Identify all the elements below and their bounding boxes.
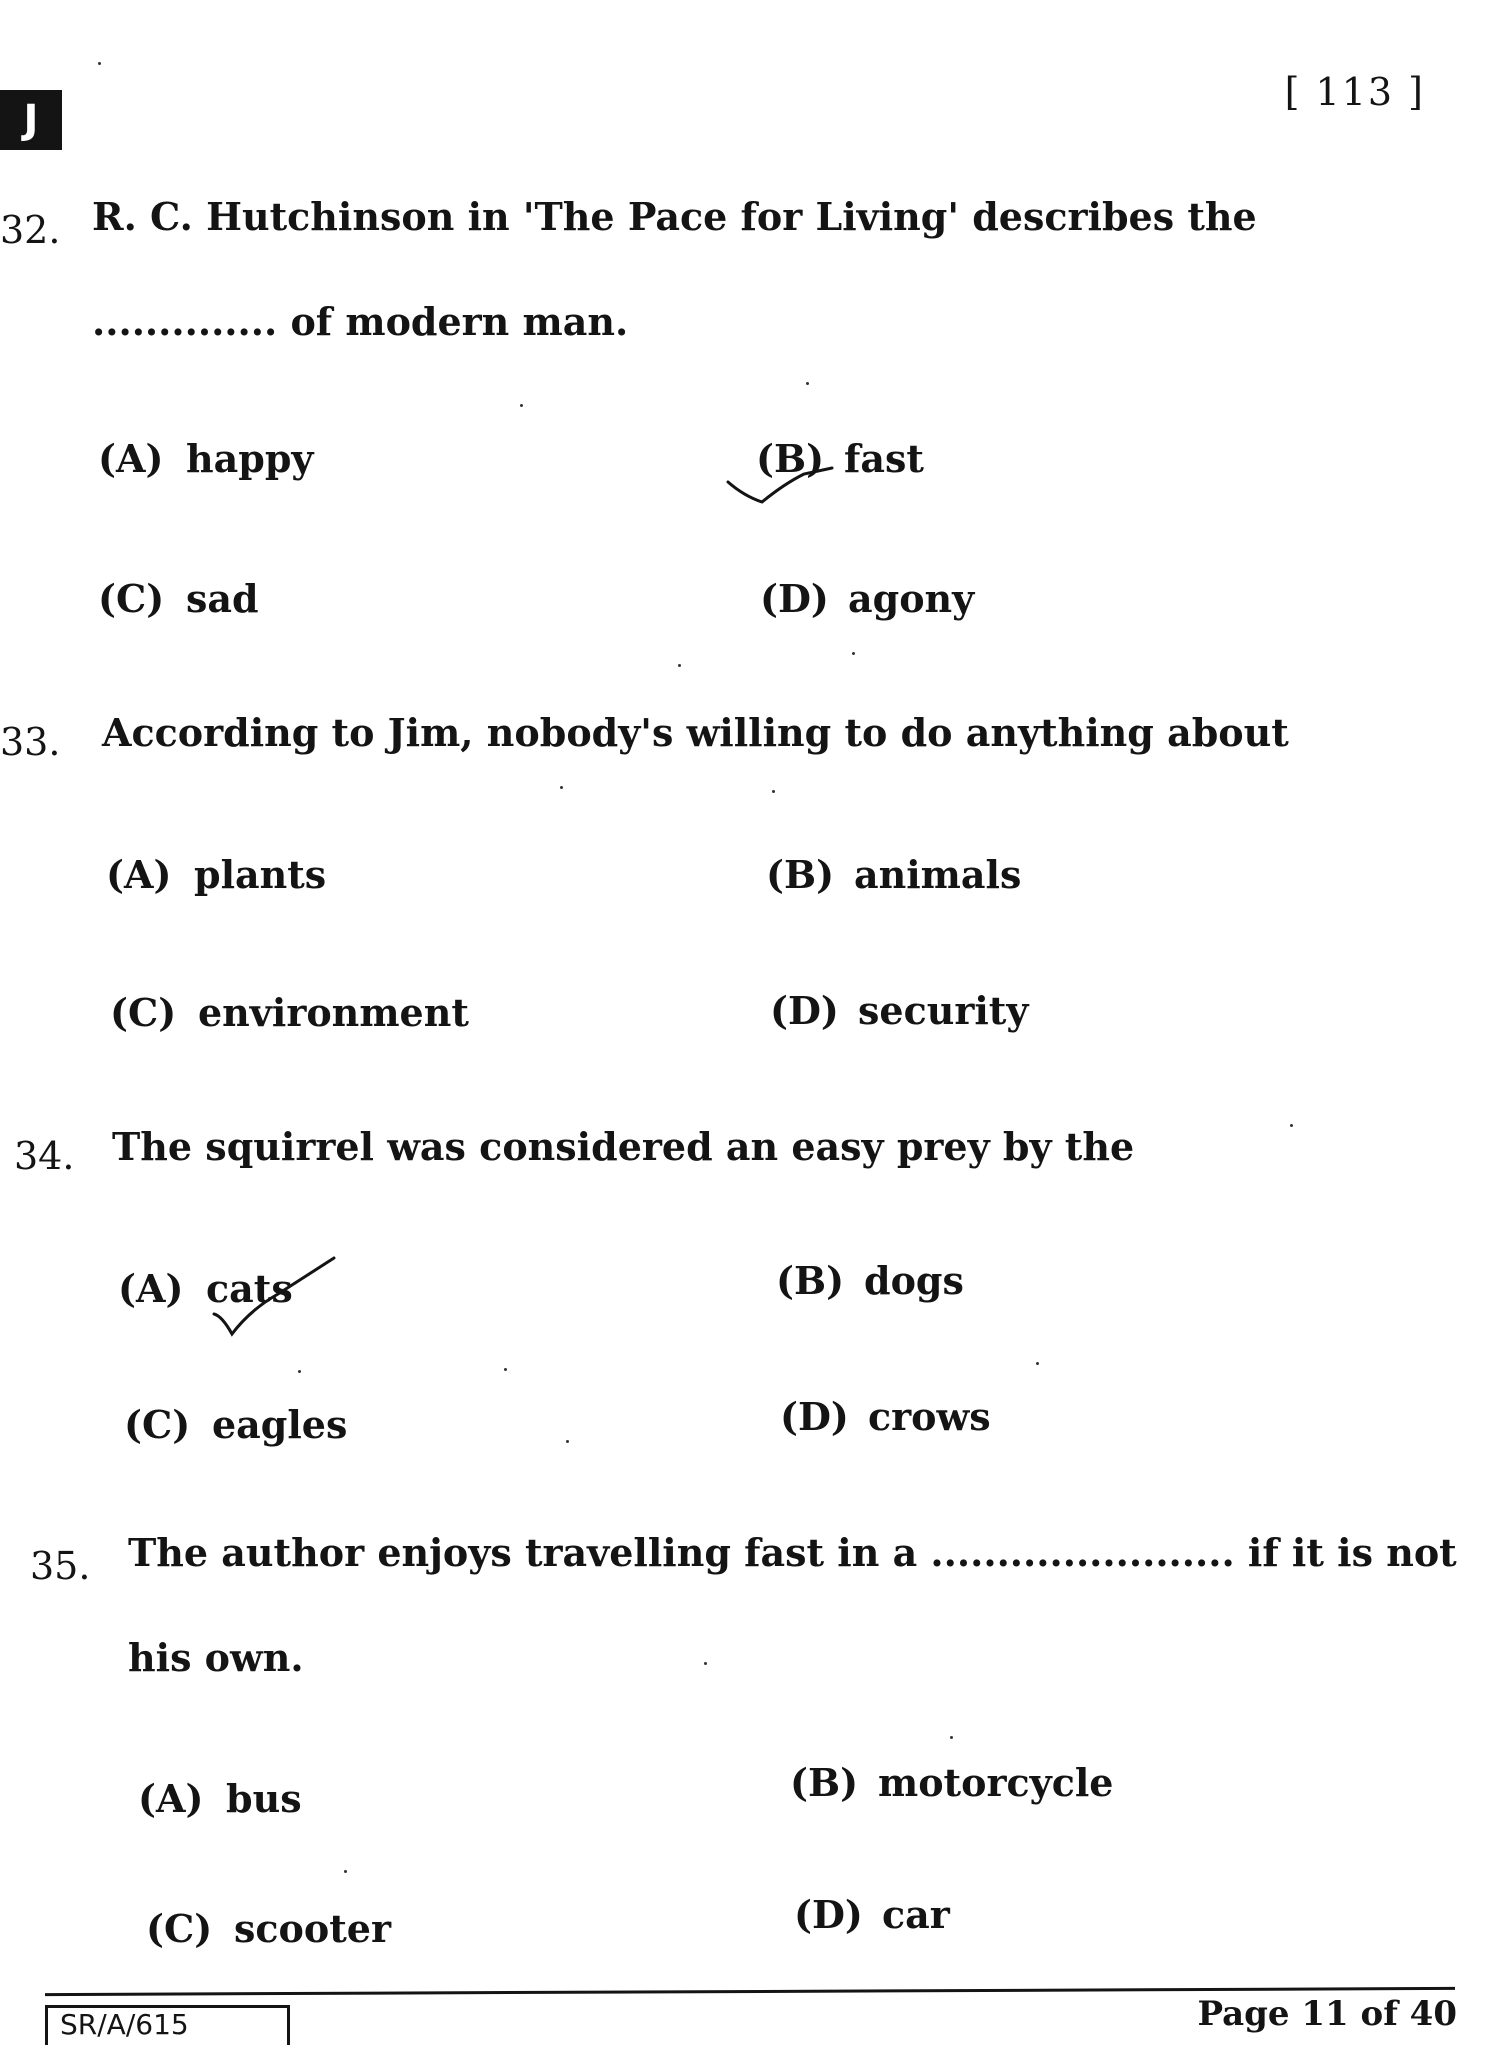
question-32-text: R. C. Hutchinson in 'The Pace for Living' describes the .............. of modern man. [92, 194, 1257, 344]
question-34-option-c [124, 1402, 347, 1447]
question-35-text: The author enjoys travelling fast in a ....................... if it is not his own. [128, 1530, 1457, 1680]
option-text: cats [206, 1266, 293, 1311]
question-32-option-d [760, 576, 974, 621]
option-text: dogs [864, 1258, 964, 1303]
scan-speck [298, 1370, 301, 1373]
scan-speck [678, 664, 681, 667]
option-text: animals [854, 852, 1022, 897]
question-34-option-a [118, 1266, 293, 1311]
question-35-option-d [794, 1892, 950, 1937]
question-34-text: The squirrel was considered an easy prey by the [112, 1124, 1135, 1169]
scan-speck [1036, 1362, 1039, 1365]
scan-speck [560, 786, 563, 789]
question-33-option-a [106, 852, 326, 897]
option-text: environment [198, 990, 469, 1035]
option-letter: (A) [138, 1776, 204, 1821]
scan-speck [772, 790, 775, 793]
question-33-option-d [770, 988, 1028, 1033]
scan-speck [566, 1440, 569, 1443]
option-letter: (B) [790, 1760, 859, 1805]
question-33-option-b [766, 852, 1021, 897]
option-letter: (D) [780, 1394, 849, 1439]
option-text: security [858, 988, 1029, 1033]
scan-speck [504, 1368, 507, 1371]
scan-speck [852, 652, 855, 655]
option-text: car [882, 1892, 950, 1937]
option-letter: (A) [98, 436, 164, 481]
option-letter: (D) [760, 576, 829, 621]
question-32-option-a [98, 436, 313, 481]
option-text: plants [194, 852, 327, 897]
question-33-text: According to Jim, nobody's willing to do anything about [102, 710, 1289, 755]
option-text: happy [186, 436, 314, 481]
question-33-option-c [110, 990, 469, 1035]
scan-speck [950, 1736, 953, 1739]
question-34-option-d [780, 1394, 991, 1439]
option-letter: (D) [794, 1892, 863, 1937]
question-33-number: 33. [0, 720, 61, 764]
option-text: motorcycle [878, 1760, 1114, 1805]
option-letter: (B) [766, 852, 835, 897]
question-32-option-b [756, 436, 924, 481]
question-35-option-a [138, 1776, 302, 1821]
question-32-number: 32. [0, 208, 61, 252]
option-letter: (A) [118, 1266, 184, 1311]
option-text: scooter [234, 1906, 391, 1951]
question-35-option-b [790, 1760, 1113, 1805]
scan-speck [520, 404, 523, 407]
option-text: bus [226, 1776, 302, 1821]
scan-speck [1290, 1124, 1293, 1127]
scan-speck [806, 382, 809, 385]
option-letter: (D) [770, 988, 839, 1033]
question-34-option-b [776, 1258, 964, 1303]
scan-speck [98, 62, 101, 65]
scan-speck [704, 1662, 707, 1665]
paper-code: SR/A/615 [45, 2005, 290, 2045]
page-number: Page 11 of 40 [1197, 1994, 1457, 2034]
question-32-option-c [98, 576, 259, 621]
option-letter: (C) [146, 1906, 213, 1951]
option-letter: (C) [110, 990, 177, 1035]
set-badge: J [0, 90, 62, 150]
question-35-number: 35. [30, 1544, 91, 1588]
page-code: [ 113 ] [1284, 70, 1425, 114]
option-text: crows [868, 1394, 991, 1439]
option-letter: (C) [98, 576, 165, 621]
scan-speck [344, 1870, 347, 1873]
question-35-option-c [146, 1906, 391, 1951]
option-text: sad [186, 576, 259, 621]
option-text: agony [848, 576, 975, 621]
option-letter: (B) [776, 1258, 845, 1303]
option-letter: (B) [756, 436, 825, 481]
option-letter: (A) [106, 852, 172, 897]
option-text: fast [844, 436, 924, 481]
question-34-number: 34. [14, 1134, 75, 1178]
option-letter: (C) [124, 1402, 191, 1447]
option-text: eagles [212, 1402, 348, 1447]
